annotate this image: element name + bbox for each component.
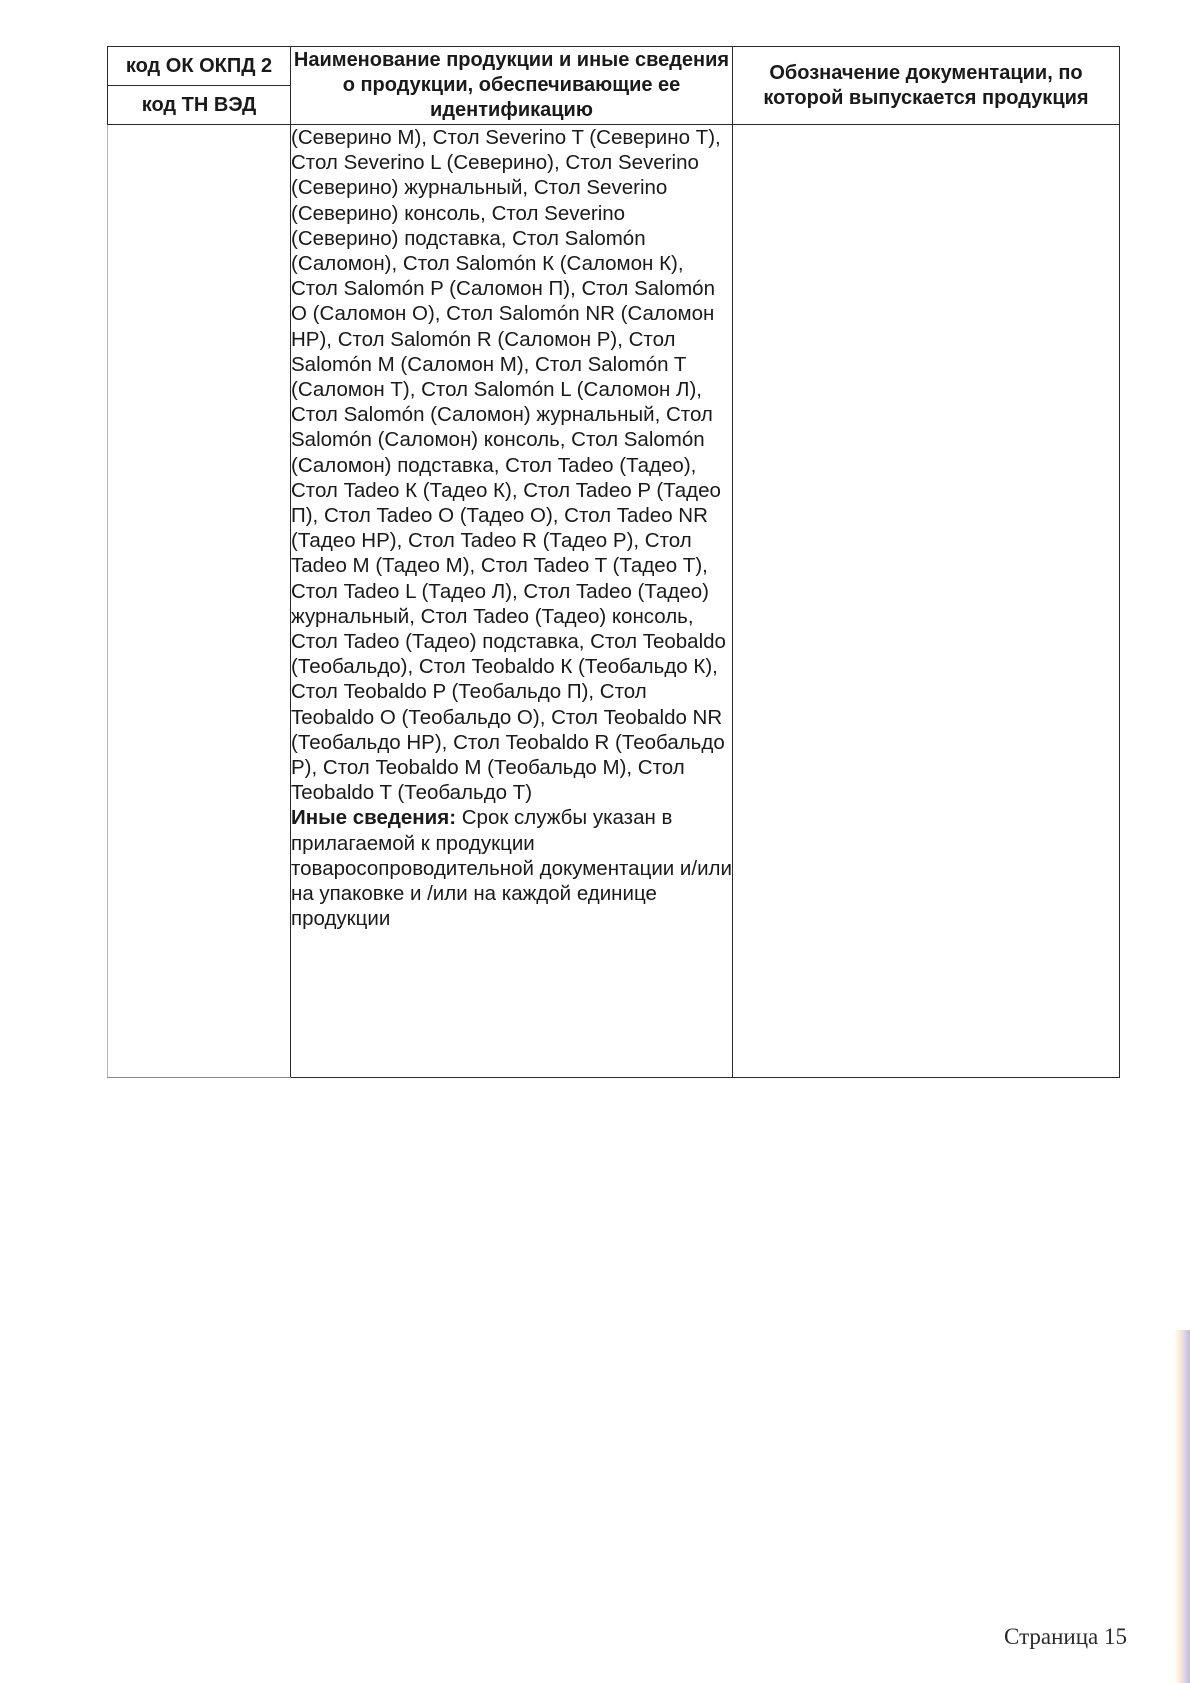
cell-product-description xyxy=(291,125,733,1078)
header-code-tnved: код ТН ВЭД xyxy=(108,86,291,125)
header-product-name: Наименование продукции и иные сведения о продукции, обеспечивающие ее идентификацию xyxy=(291,47,733,125)
page-number: Страница 15 xyxy=(1004,1624,1127,1649)
product-spec-table xyxy=(107,46,1120,1078)
product-list-text: (Северино М), Стол Severino T (Северино Т), Стол Severino L (Северино), Стол Severino (Северино) журнальный, Стол Severino (Северино) консоль, Стол Severino (Северино) подставка, Стол Salomón (Саломон), Стол Salomón К (Саломон К), Стол Salomón P (Саломон П), Стол Salomón O (Саломон О), Стол Salomón NR (Саломон НР), Стол Salomón R (Саломон Р), Стол Salomón M (Саломон М), Стол Salomón T (Саломон Т), Стол Salomón L (Саломон Л), Стол Salomón (Саломон) журнальный, Стол Salomón (Саломон) консоль, Стол Salomón (Саломон) подставка, Стол Tadeo (Тадео), Стол Tadeo К (Тадео К), Стол Tadeo P (Тадео П), Стол Tadeo O (Тадео О), Стол Tadeo NR (Тадео НР), Стол Tadeo R (Тадео Р), Стол Tadeo M (Тадео М), Стол Tadeo T (Тадео Т), Стол Tadeo L (Тадео Л), Стол Tadeo (Тадео) журнальный, Стол Tadeo (Тадео) консоль, Стол Tadeo (Тадео) подставка, Стол Teobaldo (Теобальдо), Стол Teobaldo К (Теобальдо К), Стол Teobaldo P (Теобальдо П), Стол Teobaldo O (Теобальдо О), Стол Teobaldo NR (Теобальдо НР), Стол Teobaldo R (Теобальдо Р), Стол Teobaldo M (Теобальдо М), Стол Teobaldo T (Теобальдо Т) xyxy=(291,126,726,805)
cell-documentation xyxy=(733,125,1120,1078)
header-code-okpd2: код ОК ОКПД 2 xyxy=(108,47,291,86)
other-info-label: Иные сведения: xyxy=(291,806,457,830)
cell-code xyxy=(108,125,291,1078)
other-info-text: Срок службы указан в прилагаемой к продукции товаросопроводительной документации и/или на упаковке и /или на каждой единице продукции xyxy=(291,806,732,931)
table-row xyxy=(108,125,1120,1078)
header-documentation: Обозначение документации, по которой выпускается продукция xyxy=(733,47,1120,125)
scan-page-edge xyxy=(1174,1330,1190,1683)
table-header-row xyxy=(108,47,1120,86)
